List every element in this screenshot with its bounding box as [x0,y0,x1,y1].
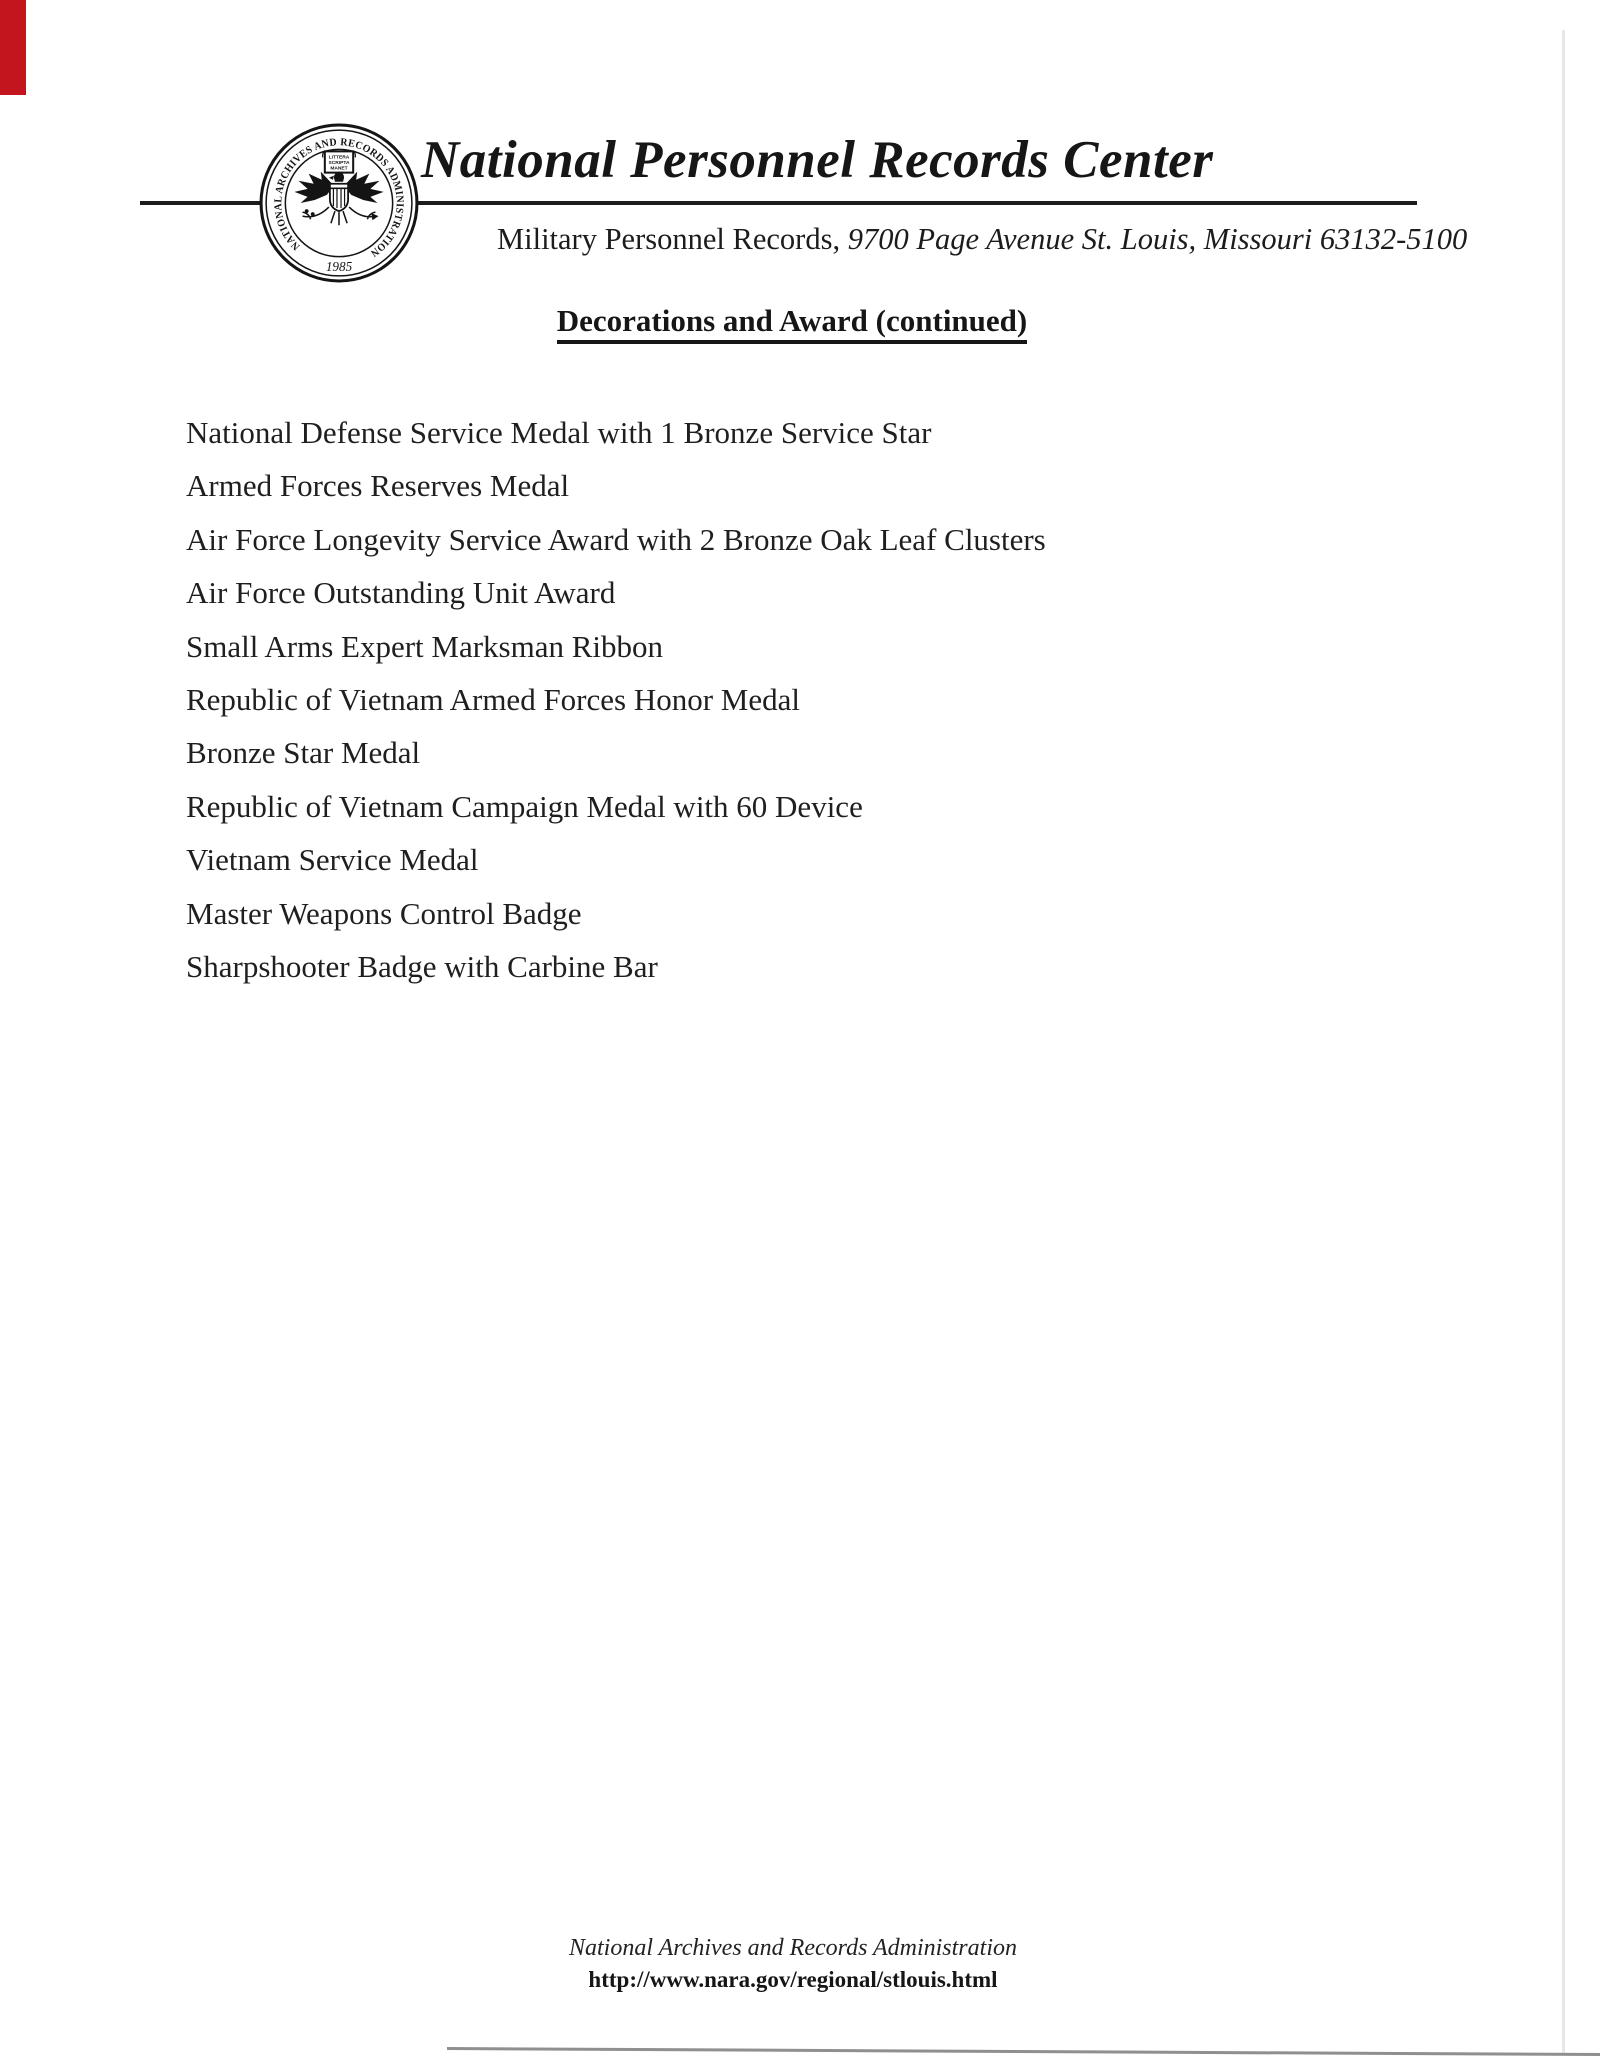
award-list-item: National Defense Service Medal with 1 Bronze Service Star [186,415,932,450]
award-list-item: Master Weapons Control Badge [186,895,582,931]
award-list-item: Republic of Vietnam Campaign Medal with 60 Device [186,788,863,824]
page-footer [0,1933,1593,1995]
seal-ring-text: NATIONAL ARCHIVES AND RECORDS ADMINISTRATION [273,137,405,259]
award-list-item: Air Force Longevity Service Award with 2 Bronze Oak Leaf Clusters [186,521,1046,557]
page-title: National Personnel Records Center [421,131,1214,189]
award-list-item: Armed Forces Reserves Medal [186,468,570,504]
awards-list [186,406,1046,993]
award-list-item: Air Force Outstanding Unit Award [186,575,616,611]
footer-org: National Archives and Records Administration [569,1935,1017,1961]
scan-artifact-red-strip [0,0,26,95]
header-subtitle [497,222,1467,257]
award-list-item: Vietnam Service Medal [186,842,479,878]
nara-eagle-seal-icon [258,122,420,284]
section-heading: Decorations and Award (continued) [557,303,1027,344]
award-list-item: Sharpshooter Badge with Carbine Bar [186,949,658,985]
svg-text:LITTERA: LITTERA [328,155,350,161]
award-list-item: Republic of Vietnam Armed Forces Honor Medal [186,682,800,718]
award-list-item: Small Arms Expert Marksman Ribbon [186,628,664,664]
subtitle-address: 9700 Page Avenue St. Louis, Missouri 63132-5100 [847,222,1468,256]
seal-year: 1985 [325,258,353,274]
footer-url: http://www.nara.gov/regional/stlouis.html [588,1966,998,1992]
subtitle-plain: Military Personnel Records, [497,222,848,256]
scan-artifact-bottom-edge [447,2047,1600,2056]
scan-artifact-right-edge [1562,30,1565,2055]
svg-text:SCRIPTA: SCRIPTA [328,161,350,167]
award-list-item: Bronze Star Medal [186,735,421,771]
svg-text:MANET: MANET [330,166,348,172]
